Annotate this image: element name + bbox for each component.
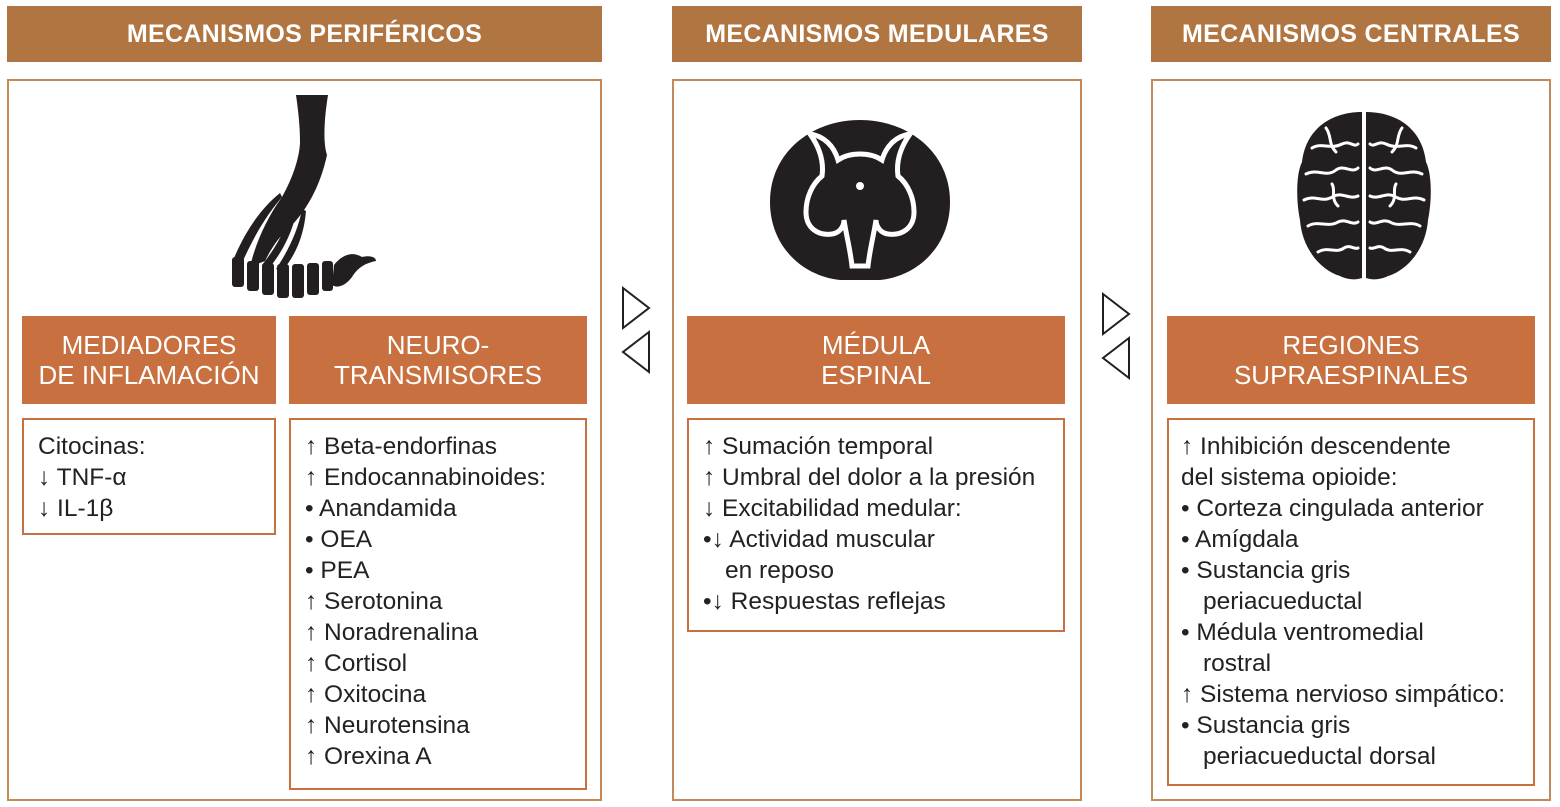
- central-mechanisms-title: MECANISMOS CENTRALES: [1182, 19, 1520, 48]
- inflammation-mediators-list: [22, 418, 276, 535]
- list-item: ↓ IL-1β: [38, 495, 114, 522]
- neurotransmitters-list: [289, 418, 587, 790]
- list-item: periacueductal: [1203, 588, 1363, 615]
- bidirectional-arrow-icon: [620, 284, 654, 376]
- list-item: ↓ TNF-α: [38, 464, 127, 491]
- bidirectional-arrow-icon: [1100, 290, 1134, 382]
- brain-icon: [1292, 108, 1436, 284]
- subheader-line: REGIONES: [1282, 330, 1420, 360]
- central-mechanisms-header: [1151, 6, 1551, 62]
- list-item: •↓ Actividad muscular: [703, 526, 935, 553]
- list-item: Citocinas:: [38, 433, 146, 460]
- list-item: ↑ Oxitocina: [305, 681, 427, 708]
- spinal-mechanisms-title: MECANISMOS MEDULARES: [705, 19, 1049, 48]
- list-item: ↑ Beta-endorfinas: [305, 433, 498, 460]
- list-item: • Sustancia gris: [1181, 557, 1351, 584]
- peripheral-mechanisms-title: MECANISMOS PERIFÉRICOS: [126, 19, 483, 48]
- subheader-line: MÉDULA: [821, 330, 931, 360]
- list-item: ↑ Sistema nervioso simpático:: [1181, 681, 1506, 708]
- spinal-cord-cross-section-icon: [768, 116, 952, 282]
- spinal-mechanisms-header: [672, 6, 1082, 62]
- supraspinal-regions-list: [1167, 418, 1535, 786]
- neurotransmitters-header: [289, 316, 587, 404]
- list-item: • Amígdala: [1181, 526, 1299, 553]
- subheader-line: SUPRAESPINALES: [1233, 360, 1469, 390]
- list-item: del sistema opioide:: [1181, 464, 1398, 491]
- list-item: periacueductal dorsal: [1203, 743, 1436, 770]
- supraspinal-regions-header: [1167, 316, 1535, 404]
- list-item: • PEA: [305, 557, 370, 584]
- list-item: ↓ Excitabilidad medular:: [703, 495, 962, 522]
- list-item: en reposo: [725, 557, 834, 584]
- list-item: • Sustancia gris: [1181, 712, 1351, 739]
- list-item: • Anandamida: [305, 495, 457, 522]
- spinal-cord-list: [687, 418, 1065, 632]
- list-item: ↑ Serotonina: [305, 588, 443, 615]
- list-item: rostral: [1203, 650, 1272, 677]
- subheader-line: TRANSMISORES: [333, 360, 543, 390]
- list-item: • Corteza cingulada anterior: [1181, 495, 1484, 522]
- list-item: ↑ Sumación temporal: [703, 433, 934, 460]
- spinal-cord-header: [687, 316, 1065, 404]
- hand-on-spine-icon: [220, 95, 390, 305]
- subheader-line: MEDIADORES: [61, 330, 237, 360]
- list-item: ↑ Neurotensina: [305, 712, 470, 739]
- list-item: ↑ Umbral del dolor a la presión: [703, 464, 1036, 491]
- list-item: •↓ Respuestas reflejas: [703, 588, 946, 615]
- inflammation-mediators-header: [22, 316, 276, 404]
- list-item: ↑ Endocannabinoides:: [305, 464, 547, 491]
- subheader-line: ESPINAL: [821, 360, 931, 390]
- list-item: ↑ Inhibición descendente: [1181, 433, 1451, 460]
- peripheral-mechanisms-header: [7, 6, 602, 62]
- list-item: ↑ Orexina A: [305, 743, 432, 770]
- subheader-line: NEURO-: [386, 330, 490, 360]
- list-item: ↑ Cortisol: [305, 650, 408, 677]
- list-item: ↑ Noradrenalina: [305, 619, 478, 646]
- subheader-line: DE INFLAMACIÓN: [38, 360, 260, 390]
- list-item: • Médula ventromedial: [1181, 619, 1424, 646]
- list-item: • OEA: [305, 526, 373, 553]
